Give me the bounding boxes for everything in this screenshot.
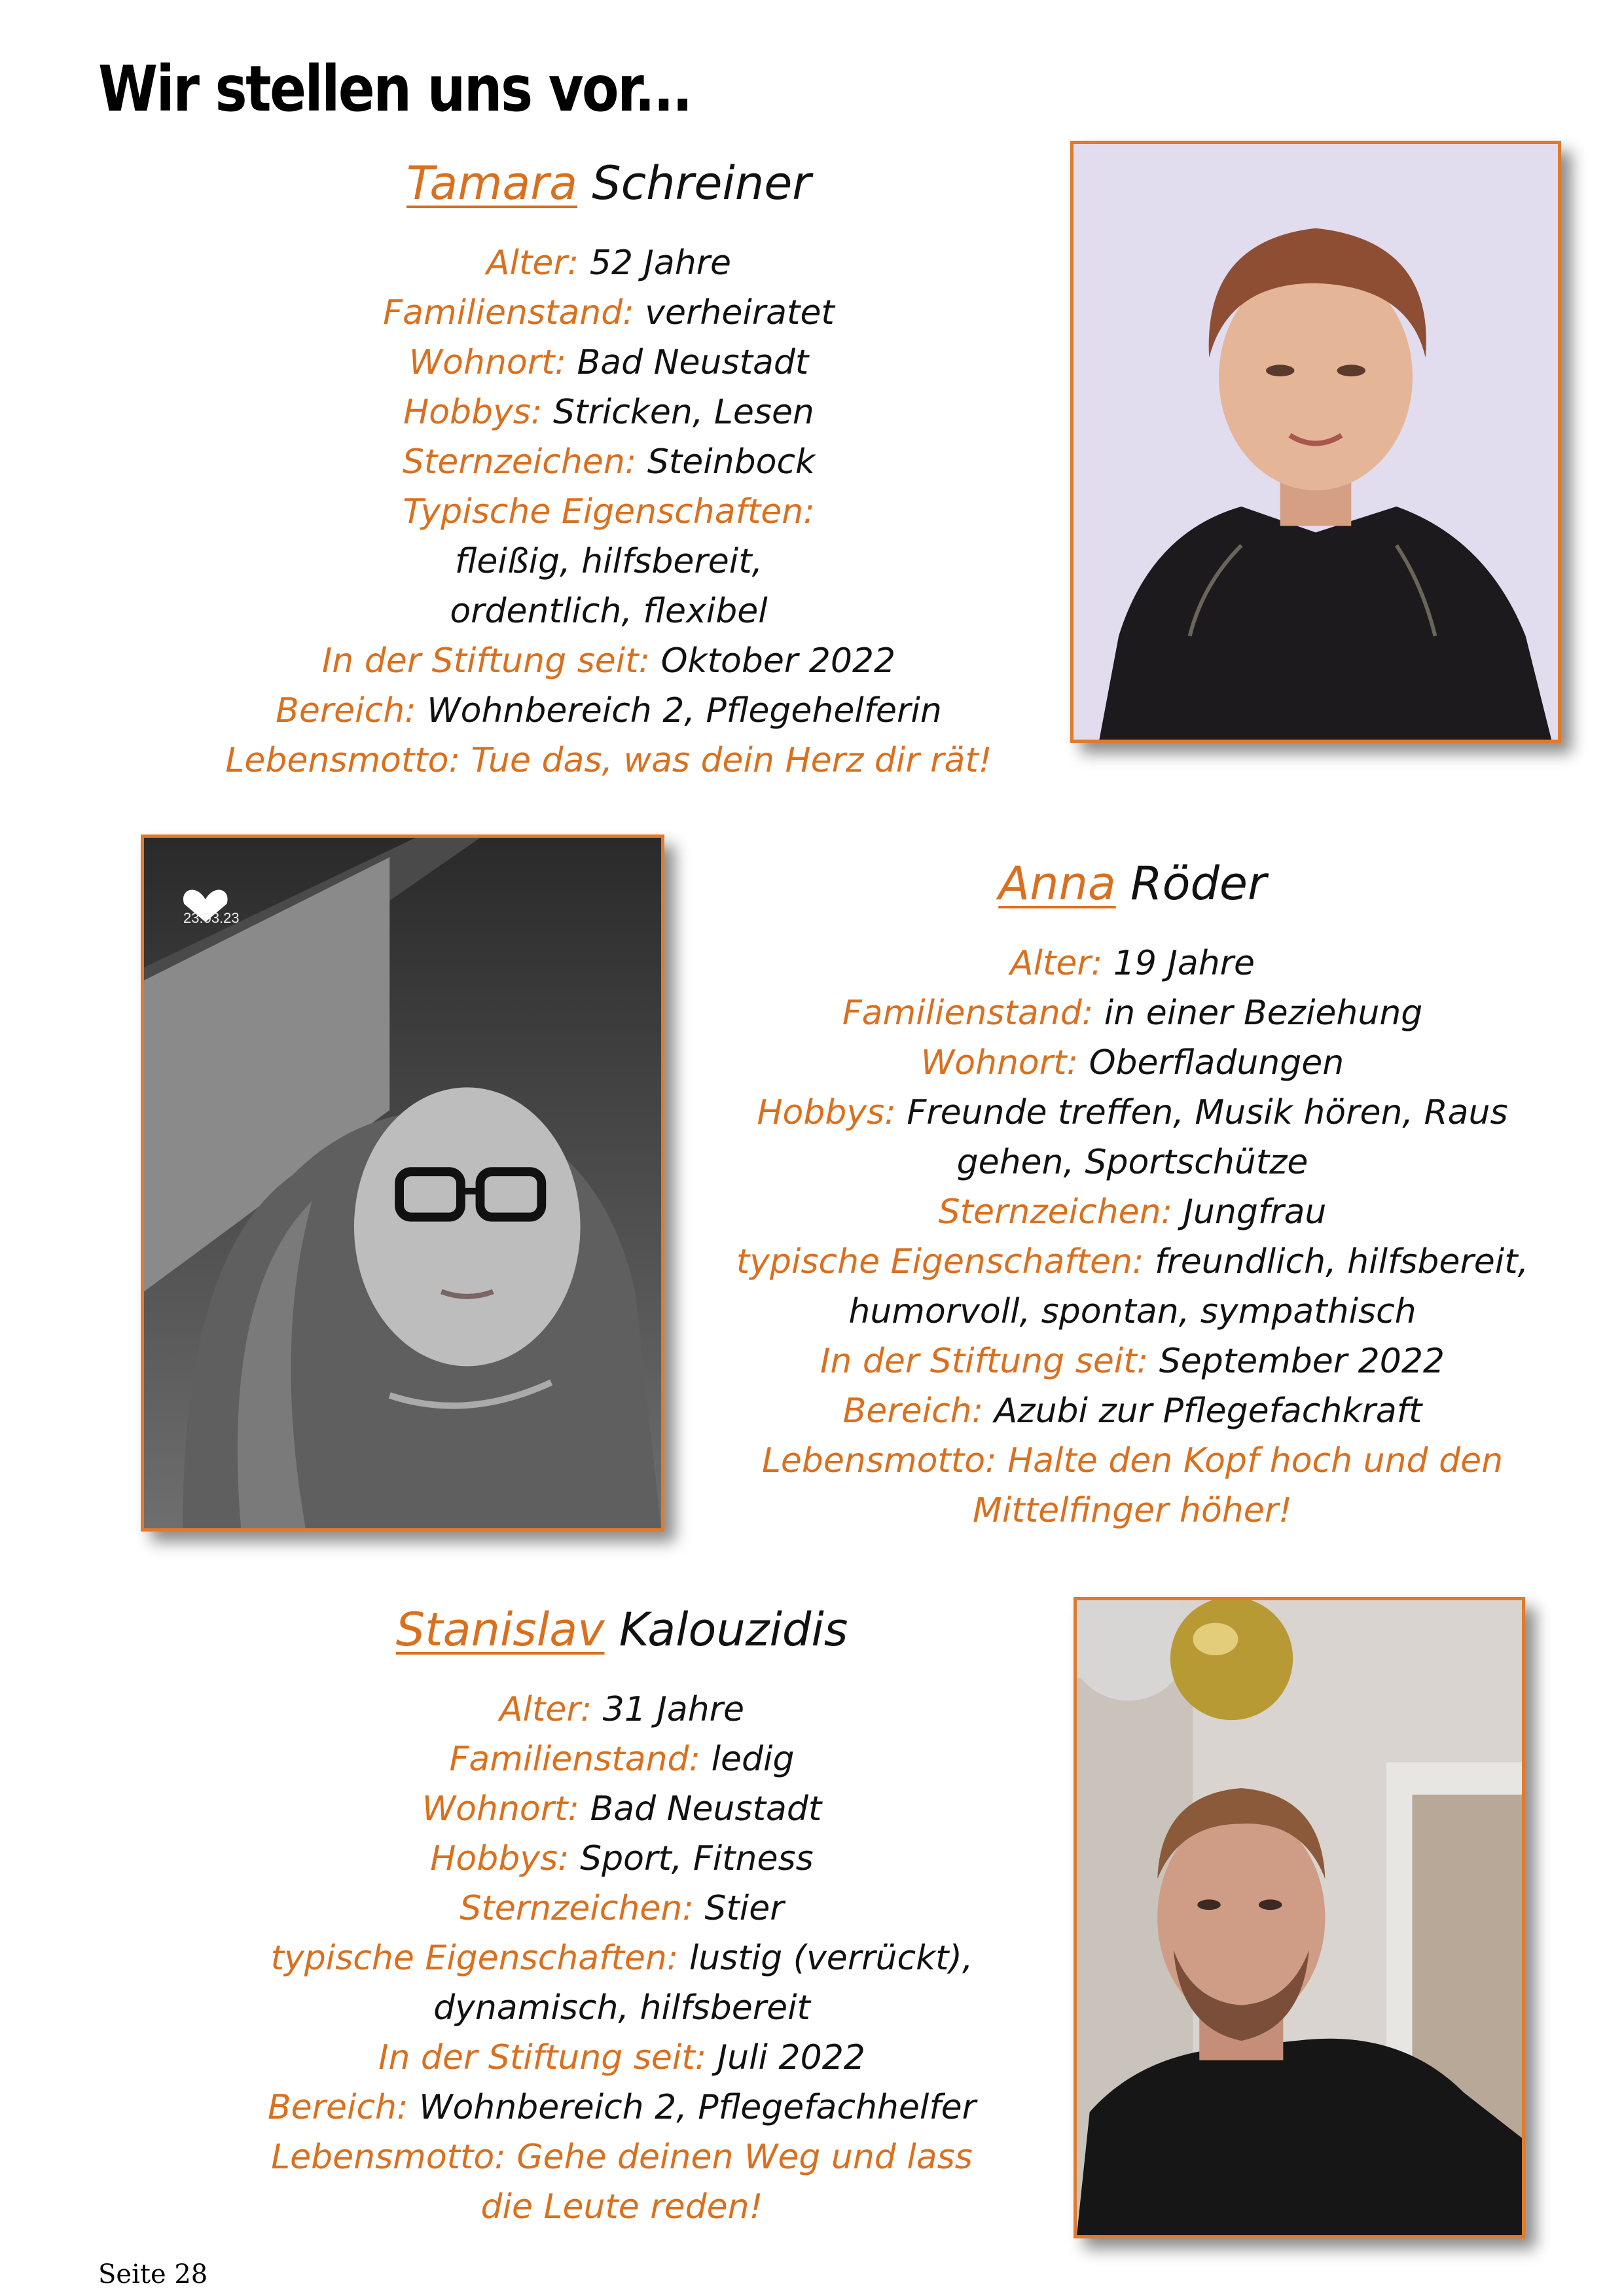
hobbys-value: Freunde treffen, Musik hören, Raus gehen, Sportschütze — [907, 1093, 1508, 1182]
hobbys-value: Sport, Fitness — [580, 1839, 814, 1878]
familienstand-row — [157, 288, 1060, 338]
lebensmotto-row — [170, 2132, 1074, 2232]
stiftung-value: September 2022 — [1159, 1342, 1445, 1381]
alter-value: 52 Jahre — [589, 243, 732, 283]
lebensmotto-value: Halte den Kopf hoch und den Mittelfinger höher! — [973, 1441, 1504, 1530]
sternzeichen-value: Jungfrau — [1183, 1193, 1327, 1232]
bereich-row — [170, 2083, 1074, 2132]
bereich-row — [681, 1386, 1584, 1436]
eigenschaften-value: fleißig, hilfsbereit, ordentlich, flexibel — [450, 542, 768, 631]
sternzeichen-value: Steinbock — [647, 442, 816, 482]
alter-row — [170, 1685, 1074, 1734]
first-name: Tamara — [406, 156, 577, 210]
portrait-illustration — [1074, 144, 1558, 740]
familienstand-value: ledig — [711, 1740, 795, 1779]
bereich-label: Bereich: — [276, 691, 416, 730]
portrait-illustration — [144, 838, 661, 1528]
stiftung-row — [681, 1336, 1584, 1386]
eigenschaften-row — [170, 1933, 1074, 2033]
sternzeichen-label: Sternzeichen: — [460, 1889, 694, 1928]
alter-value: 19 Jahre — [1113, 944, 1255, 983]
sternzeichen-label: Sternzeichen: — [402, 442, 637, 482]
wohnort-row — [170, 1784, 1074, 1834]
alter-row — [681, 939, 1584, 988]
wohnort-row — [681, 1038, 1584, 1088]
wohnort-label: Wohnort: — [920, 1043, 1079, 1083]
portrait-illustration — [1077, 1600, 1522, 2235]
familienstand-label: Familienstand: — [842, 994, 1094, 1033]
stiftung-row — [157, 636, 1060, 686]
bereich-value: Wohnbereich 2, Pflegefachhelfer — [419, 2088, 976, 2127]
photo-anna — [141, 834, 664, 1532]
lebensmotto-row — [681, 1436, 1584, 1535]
wohnort-label: Wohnort: — [408, 343, 567, 382]
stiftung-value: Oktober 2022 — [660, 641, 896, 681]
lebensmotto-label: Lebensmotto: — [271, 2138, 506, 2177]
lebensmotto-row — [157, 736, 1060, 785]
hobbys-value: Stricken, Lesen — [552, 393, 814, 432]
photo-tamara — [1070, 141, 1561, 743]
hobbys-label: Hobbys: — [757, 1093, 896, 1132]
bereich-label: Bereich: — [842, 1391, 984, 1431]
eigenschaften-value: freundlich, hilfsbereit, humorvoll, spontan, sympathisch — [848, 1242, 1529, 1331]
bereich-row — [157, 686, 1060, 736]
bereich-value: Wohnbereich 2, Pflegehelferin — [427, 691, 942, 730]
hobbys-row — [170, 1834, 1074, 1884]
sternzeichen-label: Sternzeichen: — [938, 1193, 1173, 1232]
lebensmotto-label: Lebensmotto: — [761, 1441, 997, 1480]
eigenschaften-row — [157, 487, 1060, 636]
last-name: Röder — [1130, 857, 1267, 910]
familienstand-label: Familienstand: — [449, 1740, 701, 1779]
page-number: Seite 28 — [98, 2259, 208, 2289]
sternzeichen-value: Stier — [704, 1889, 784, 1928]
lebensmotto-value: Tue das, was dein Herz dir rät! — [471, 741, 992, 780]
hobbys-label: Hobbys: — [403, 393, 543, 432]
stiftung-label: In der Stiftung seit: — [321, 641, 651, 681]
sternzeichen-row — [170, 1884, 1074, 1933]
first-name: Stanislav — [395, 1603, 605, 1657]
eigenschaften-value: lustig (verrückt), dynamisch, hilfsbereit — [433, 1939, 973, 2028]
last-name: Kalouzidis — [619, 1603, 848, 1657]
profile-stanislav-text — [170, 1597, 1074, 2232]
bereich-value: Azubi zur Pflegefachkraft — [994, 1391, 1422, 1431]
page-title: Wir stellen uns vor... — [98, 52, 691, 126]
eigenschaften-label: typische Eigenschaften: — [270, 1939, 679, 1978]
last-name: Schreiner — [592, 156, 812, 210]
alter-value: 31 Jahre — [602, 1690, 745, 1729]
familienstand-value: in einer Beziehung — [1104, 994, 1423, 1033]
wohnort-label: Wohnort: — [422, 1789, 580, 1829]
hobbys-label: Hobbys: — [430, 1839, 569, 1878]
sternzeichen-row — [157, 437, 1060, 487]
photo-stanislav — [1074, 1597, 1525, 2238]
alter-row — [157, 238, 1060, 288]
lebensmotto-label: Lebensmotto: — [225, 741, 460, 780]
profile-name — [170, 1597, 1074, 1662]
familienstand-row — [170, 1734, 1074, 1784]
lebensmotto-value: Gehe deinen Weg und lass die Leute reden! — [480, 2138, 973, 2227]
eigenschaften-row — [681, 1237, 1584, 1336]
stiftung-label: In der Stiftung seit: — [820, 1342, 1149, 1381]
profile-tamara-text — [157, 151, 1060, 785]
profile-anna-text — [681, 851, 1584, 1535]
stiftung-row — [170, 2033, 1074, 2083]
familienstand-value: verheiratet — [645, 293, 835, 332]
eigenschaften-label: typische Eigenschaften: — [736, 1242, 1144, 1282]
photo-date: 23.03.23 — [183, 910, 240, 926]
familienstand-label: Familienstand: — [383, 293, 634, 332]
profile-name — [681, 851, 1584, 916]
sternzeichen-row — [681, 1187, 1584, 1237]
eigenschaften-label: Typische Eigenschaften: — [403, 492, 815, 531]
alter-label: Alter: — [1009, 944, 1103, 983]
stiftung-value: Juli 2022 — [717, 2038, 865, 2077]
alter-label: Alter: — [486, 243, 579, 283]
bereich-label: Bereich: — [267, 2088, 408, 2127]
wohnort-value: Oberfladungen — [1089, 1043, 1344, 1083]
first-name: Anna — [998, 857, 1116, 910]
familienstand-row — [681, 988, 1584, 1038]
profile-name — [157, 151, 1060, 216]
alter-label: Alter: — [499, 1690, 592, 1729]
wohnort-row — [157, 338, 1060, 387]
stiftung-label: In der Stiftung seit: — [378, 2038, 707, 2077]
hobbys-row — [681, 1088, 1584, 1187]
wohnort-value: Bad Neustadt — [590, 1789, 822, 1829]
hobbys-row — [157, 387, 1060, 437]
wohnort-value: Bad Neustadt — [577, 343, 809, 382]
